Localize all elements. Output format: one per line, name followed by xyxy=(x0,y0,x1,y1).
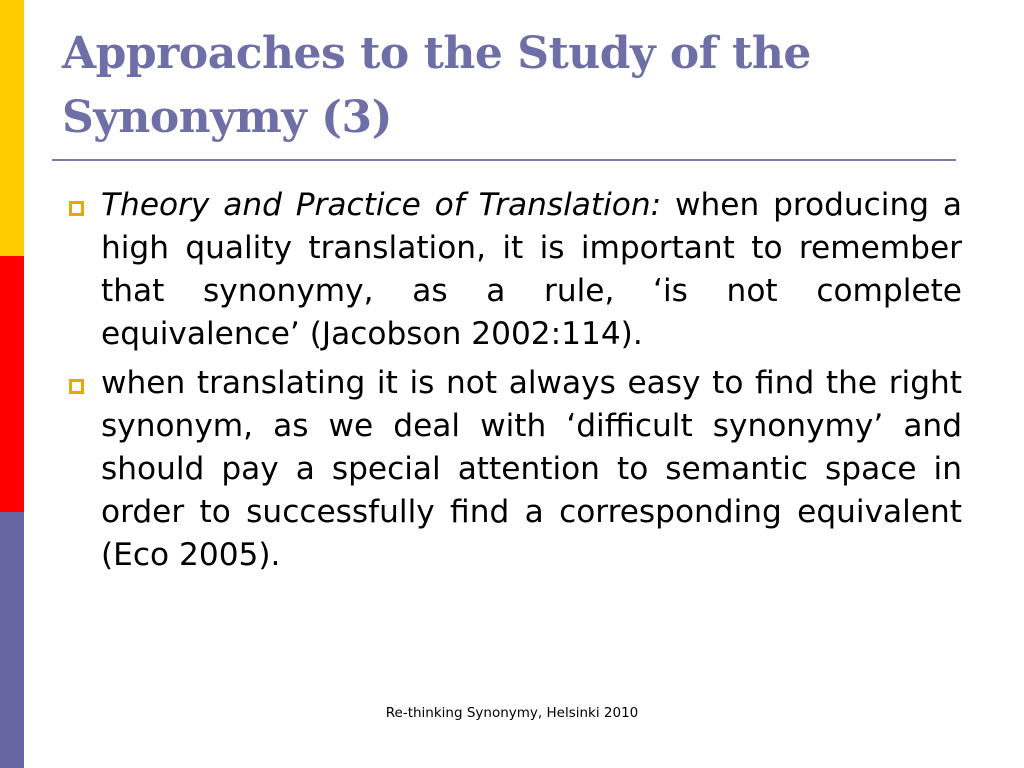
bullet-item xyxy=(64,362,962,577)
accent-bar-blue xyxy=(0,512,24,768)
slide-footer: Re-thinking Synonymy, Helsinki 2010 xyxy=(385,705,639,721)
bullet-item xyxy=(64,184,962,356)
square-bullet-icon xyxy=(69,201,84,216)
slide-title: Approaches to the Study of the Synonymy (3) xyxy=(62,28,811,143)
title-underline xyxy=(52,159,956,161)
square-bullet-icon xyxy=(69,379,84,394)
bullet-text: when producing a high quality translation, it is important to remember that synonymy, as a rule, ‘is not complete equivalence’ (Jacobson 2002:114). xyxy=(101,187,962,352)
accent-bar-yellow xyxy=(0,0,24,256)
accent-bar-red xyxy=(0,256,24,512)
bullet-text: when translating it is not always easy to find the right synonym, as we deal with ‘difficult synonymy’ and should pay a special attention to semantic space in order to successfully find a corresponding equivalent (Eco 2005). xyxy=(101,365,962,573)
bullet-term: Theory and Practice of Translation: xyxy=(101,187,662,223)
bullet-list xyxy=(64,184,962,583)
